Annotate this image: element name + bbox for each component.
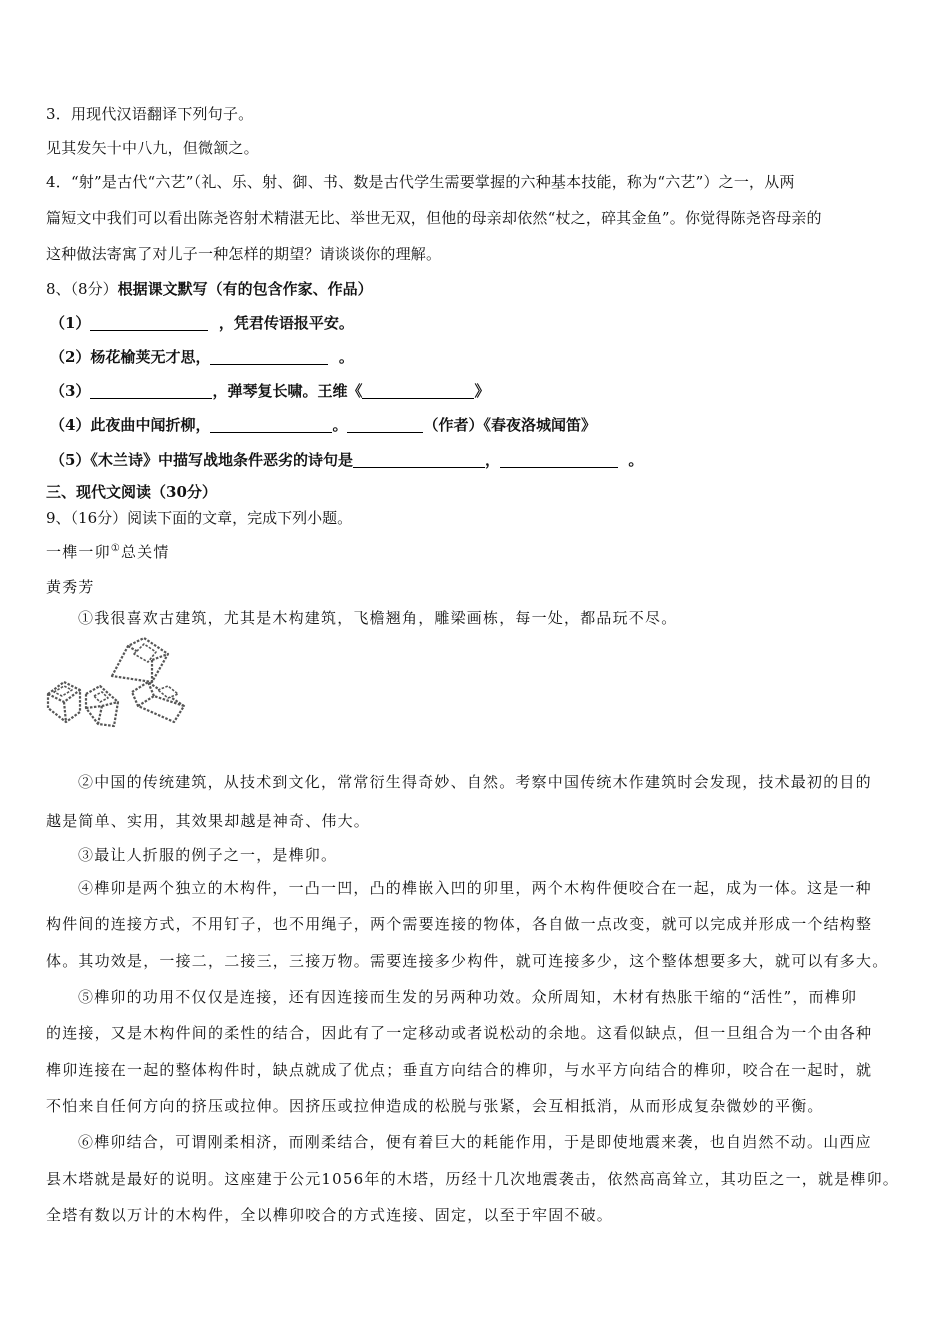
q3-prompt: 3．用现代汉语翻译下列句子。 <box>46 105 254 123</box>
paragraph-5-line-4: 不怕来自任何方向的挤压或拉伸。因挤压或拉伸造成的松脱与张紧，会互相抵消，从而形成复杂微妙的平衡。 <box>46 1097 824 1115</box>
paragraph-3: ③最让人折服的例子之一，是榫卯。 <box>78 846 338 864</box>
footnote-marker: ① <box>110 543 121 554</box>
paragraph-5-line-3: 榫卯连接在一起的整体构件时，缺点就成了优点；垂直方向结合的榫卯，与水平方向结合的榫卯，咬合在一起时，就 <box>46 1061 873 1079</box>
article-title: 一榫一卯①总关情 <box>46 543 170 561</box>
paragraph-2-line-1: ②中国的传统建筑，从技术到文化，常常衍生得奇妙、自然。考察中国传统木作建筑时会发现，技术最初的目的 <box>78 773 872 791</box>
mortise-tenon-illustration <box>44 632 190 728</box>
paragraph-6-line-2: 县木塔就是最好的说明。这座建于公元1056年的木塔，历经十几次地震袭击，依然高高耸立，其功臣之一，就是榫卯。 <box>46 1170 899 1188</box>
q8-number: 8、（8分） <box>46 280 118 298</box>
q8-title <box>46 279 373 299</box>
tenon-block-middle <box>86 686 118 726</box>
answer-blank[interactable] <box>500 451 618 468</box>
tenon-block-right <box>132 682 184 722</box>
tenon-block-top <box>112 638 168 682</box>
paragraph-6-line-1: ⑥榫卯结合，可谓刚柔相济，而刚柔结合，便有着巨大的耗能作用，于是即使地震来袭，也自岿然不动。山西应 <box>78 1133 872 1151</box>
paragraph-5-line-1: ⑤榫卯的功用不仅仅是连接，还有因连接而生发的另两种功效。众所周知，木材有热胀干缩的“活性”，而榫卯 <box>78 988 858 1006</box>
q8-item-3: （3） ，弹琴复长啸。王维《 》 <box>50 382 490 400</box>
q4-line-3: 这种做法寄寓了对儿子一种怎样的期望？请谈谈你的理解。 <box>46 245 442 263</box>
answer-blank[interactable] <box>210 416 332 433</box>
q8-item-1: （1） ，凭君传语报平安。 <box>50 314 354 332</box>
q4-line-1: 4．“射”是古代“六艺”（礼、乐、射、御、书、数是古代学生需要掌握的六种基本技能，称为“六艺”）之一，从两 <box>46 173 795 191</box>
q8-item-4: （4）此夜曲中闻折柳， 。 （作者）《春夜洛城闻笛》 <box>50 416 596 434</box>
answer-blank[interactable] <box>353 451 485 468</box>
q9-prompt: 9、（16分）阅读下面的文章，完成下列小题。 <box>46 509 353 527</box>
article-author: 黄秀芳 <box>46 578 95 596</box>
paragraph-1: ①我很喜欢古建筑，尤其是木构建筑，飞檐翘角，雕梁画栋，每一处，都品玩不尽。 <box>78 609 678 627</box>
q8-item-5: （5）《木兰诗》中描写战地条件恶劣的诗句是 ， 。 <box>50 451 644 469</box>
answer-blank[interactable] <box>210 348 328 365</box>
q3-sentence: 见其发矢十中八九，但微颔之。 <box>46 139 259 157</box>
paragraph-6-line-3: 全塔有数以万计的木构件，全以榫卯咬合的方式连接、固定，以至于牢固不破。 <box>46 1206 614 1224</box>
paragraph-5-line-2: 的连接，又是木构件间的柔性的结合，因此有了一定移动或者说松动的余地。这看似缺点，但一旦组合为一个由各种 <box>46 1024 873 1042</box>
answer-blank[interactable] <box>90 382 212 399</box>
answer-blank[interactable] <box>347 416 423 433</box>
q8-instruction: 根据课文默写（有的包含作家、作品） <box>117 280 373 298</box>
paragraph-4-line-2: 构件间的连接方式，不用钉子，也不用绳子，两个需要连接的物体，各自做一点改变，就可以完成并形成一个结构整 <box>46 915 873 933</box>
section-heading: 三、现代文阅读（30分） <box>46 483 217 501</box>
paragraph-4-line-3: 体。其功效是，一接二，二接三，三接万物。需要连接多少构件，就可连接多少，这个整体想要多大，就可以有多大。 <box>46 952 889 970</box>
q8-item-2: （2）杨花榆荚无才思， 。 <box>50 348 354 366</box>
answer-blank[interactable] <box>362 382 474 399</box>
paragraph-2-line-2: 越是简单、实用，其效果却越是神奇、伟大。 <box>46 812 371 830</box>
paragraph-4-line-1: ④榫卯是两个独立的木构件，一凸一凹，凸的榫嵌入凹的卯里，两个木构件便咬合在一起，成为一体。这是一种 <box>78 879 872 897</box>
tenon-block-left <box>48 682 80 722</box>
q4-line-2: 篇短文中我们可以看出陈尧咨射术精湛无比、举世无双，但他的母亲却依然“杖之，碎其金鱼”。你觉得陈尧咨母亲的 <box>46 209 822 227</box>
answer-blank[interactable] <box>90 314 208 331</box>
